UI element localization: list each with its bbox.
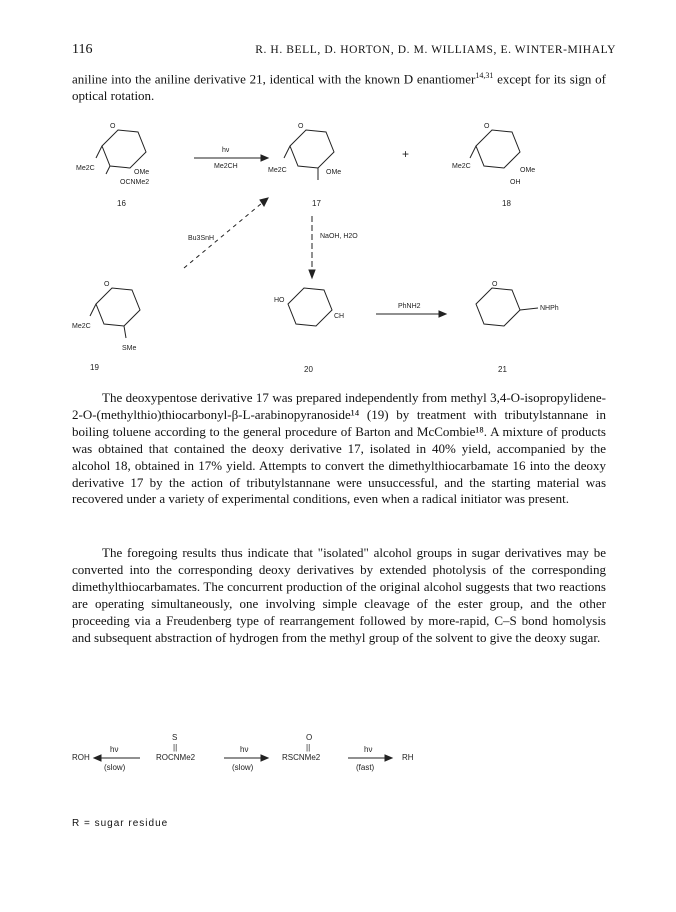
svg-text:O: O bbox=[110, 123, 116, 130]
structure-18 bbox=[452, 123, 535, 208]
svg-text:||: || bbox=[306, 743, 311, 752]
roh-label: ROH bbox=[72, 753, 90, 762]
rh-label: RH bbox=[402, 753, 414, 762]
svg-text:NaOH, H2O: NaOH, H2O bbox=[320, 233, 358, 240]
page-number: 116 bbox=[72, 42, 93, 57]
paragraph-foregoing-results: The foregoing results thus indicate that "isolated" alcohol groups in sugar derivatives may be converted into the corresponding deoxy derivatives by extended photolysis of the corresponding dimethylthiocarbamates. The concurrent production of the original alcohol suggests that two reactions are operating simultaneously, one involving simple cleavage of the ester group, and the other proceeding via a Freudenberg type of rearrangement followed by more-rapid, C–S bond homolysis and subsequent abstraction of hydrogen from the methyl group of the solvent to give the deoxy sugar. bbox=[72, 545, 606, 645]
svg-text:OMe: OMe bbox=[134, 169, 150, 176]
arrow-stannane bbox=[184, 198, 268, 268]
label-20: 20 bbox=[304, 365, 313, 374]
svg-text:hν: hν bbox=[364, 745, 373, 754]
running-title: R. H. BELL, D. HORTON, D. M. WILLIAMS, E. WINTER-MIHALY bbox=[255, 44, 616, 56]
label-19: 19 bbox=[90, 363, 99, 372]
svg-text:(fast): (fast) bbox=[356, 763, 375, 772]
label-21: 21 bbox=[498, 365, 507, 374]
svg-text:(slow): (slow) bbox=[232, 763, 254, 772]
svg-text:HO: HO bbox=[274, 297, 285, 304]
svg-text:hν: hν bbox=[240, 745, 249, 754]
svg-text:SMe: SMe bbox=[122, 345, 137, 352]
plus-sign: + bbox=[402, 147, 410, 161]
svg-text:hν: hν bbox=[222, 147, 230, 154]
svg-text:OMe: OMe bbox=[326, 169, 342, 176]
label-17: 17 bbox=[312, 199, 321, 208]
svg-text:NHPh: NHPh bbox=[540, 305, 559, 312]
svg-text:Me2C: Me2C bbox=[76, 165, 95, 172]
svg-text:O: O bbox=[484, 123, 490, 130]
svg-text:OMe: OMe bbox=[520, 167, 536, 174]
svg-text:PhNH2: PhNH2 bbox=[398, 303, 421, 310]
svg-text:OH: OH bbox=[510, 179, 521, 186]
paragraph-deoxypentose: The deoxypentose derivative 17 was prepared independently from methyl 3,4-O-isopropylidene-2-O-(methylthio)thiocarbonyl-β-L-arabinopyranoside¹⁴ (19) by treatment with tributylstannane in boiling toluene according to the general procedure of Barton and McCombie¹⁸. A mixture of products was obtained that contained the deoxy derivative 17, isolated in 40% yield, accompanied by the alcohol 18, obtained in 17% yield. Attempts to convert the dimethylthiocarbamate 16 into the deoxy derivative 17 by the action of tributylstannane were unsuccessful, and the starting material was recovered under a variety of experimental conditions, even when a radical initiator was present. bbox=[72, 390, 606, 507]
svg-text:(slow): (slow) bbox=[104, 763, 126, 772]
svg-text:O: O bbox=[298, 123, 304, 130]
structure-16 bbox=[76, 123, 149, 208]
label-16: 16 bbox=[117, 199, 126, 208]
svg-text:Me2C: Me2C bbox=[72, 323, 91, 330]
thionocarbamate-label: ROCNMe2 bbox=[156, 753, 196, 762]
arrow-photolysis bbox=[194, 147, 268, 170]
svg-text:Me2CH: Me2CH bbox=[214, 163, 238, 170]
svg-text:O: O bbox=[306, 733, 313, 742]
svg-text:S: S bbox=[172, 733, 178, 742]
intro-paragraph: aniline into the aniline derivative 21, identical with the known D enantiomer$^{14,31}$ except for its sign of optical rotation. bbox=[72, 71, 606, 104]
svg-text:Bu3SnH: Bu3SnH bbox=[188, 235, 215, 242]
structure-20 bbox=[274, 288, 344, 374]
footnote: R = sugar residue bbox=[72, 818, 169, 829]
structure-17 bbox=[268, 123, 341, 208]
arrow-hydrolysis bbox=[309, 216, 358, 278]
structure-19 bbox=[72, 281, 140, 372]
structure-21 bbox=[476, 281, 559, 374]
arrow-aniline bbox=[376, 303, 446, 317]
svg-text:OCNMe2: OCNMe2 bbox=[120, 179, 150, 186]
page-header bbox=[72, 42, 616, 64]
svg-text:Me2C: Me2C bbox=[268, 167, 287, 174]
thiolocarbamate-label: RSCNMe2 bbox=[282, 753, 321, 762]
svg-text:CH: CH bbox=[334, 313, 345, 320]
svg-text:||: || bbox=[173, 743, 178, 752]
reaction-scheme-2 bbox=[72, 730, 512, 782]
svg-text:Me2C: Me2C bbox=[452, 163, 471, 170]
reaction-scheme-1 bbox=[72, 118, 612, 380]
svg-text:O: O bbox=[492, 281, 498, 288]
svg-text:O: O bbox=[104, 281, 110, 288]
svg-text:hν: hν bbox=[110, 745, 119, 754]
label-18: 18 bbox=[502, 199, 511, 208]
